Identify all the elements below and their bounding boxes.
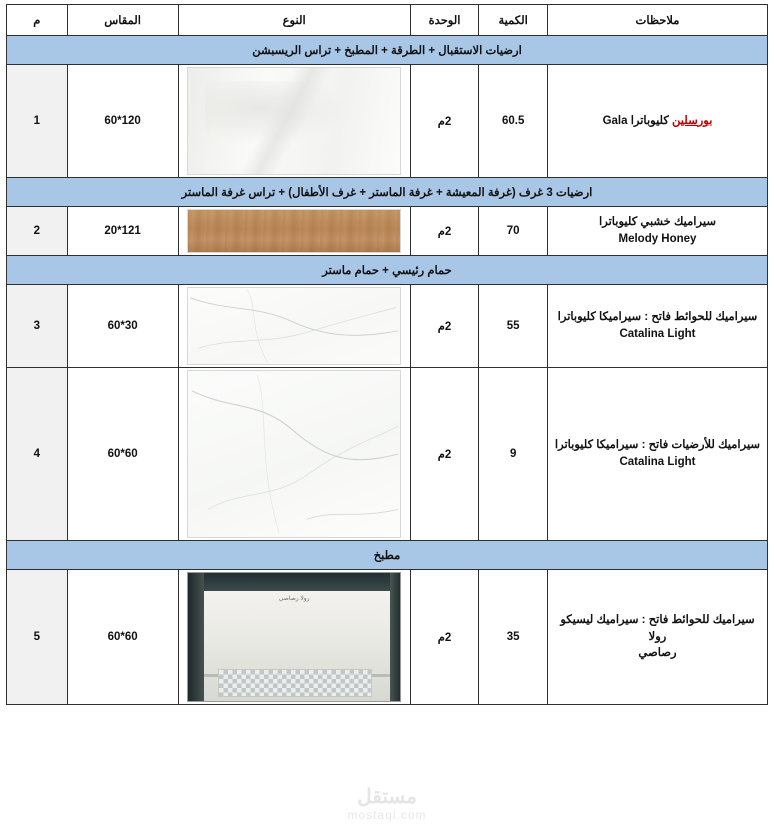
- photo-label: رولا رصاصي: [278, 596, 310, 602]
- row-number: 5: [7, 570, 68, 705]
- notes-line-2: رصاصي: [638, 647, 677, 660]
- photo-patterned-tiles: [218, 669, 372, 697]
- row-size: 121*20: [67, 207, 178, 256]
- section-header-row: [7, 36, 768, 65]
- notes-line-1: سيراميك للحوائط فاتح : سيراميك ليسيكو رولا: [560, 613, 755, 643]
- notes-line-1: سيراميك للأرضيات فاتح : سيراميكا كليوباترا: [554, 439, 761, 452]
- table-row: [7, 368, 768, 541]
- row-number: 1: [7, 65, 68, 178]
- watermark-latin: mostaql.com: [347, 808, 427, 822]
- row-quantity: 70: [479, 207, 548, 256]
- notes-text: كليوباترا Gala: [602, 114, 669, 127]
- row-number: 4: [7, 368, 68, 541]
- row-type-image: [178, 368, 410, 541]
- section-header-row: [7, 541, 768, 570]
- notes-line-1: سيراميك خشبي كليوباترا: [599, 216, 716, 229]
- row-notes: [547, 570, 767, 705]
- photo-frame-top: [188, 573, 400, 591]
- row-quantity: 9: [479, 368, 548, 541]
- row-notes: [547, 207, 767, 256]
- photo-frame-left: [188, 573, 204, 701]
- bill-of-quantities-table: [6, 4, 768, 705]
- wood-plank-swatch: [187, 209, 401, 253]
- table-row: [7, 65, 768, 178]
- table-header: [7, 5, 768, 36]
- row-size: 60*60: [67, 570, 178, 705]
- row-type-image: [178, 207, 410, 256]
- row-number: 3: [7, 285, 68, 368]
- header-type: النوع: [178, 5, 410, 36]
- notes-line-2: Catalina Light: [619, 328, 696, 340]
- section-title-kitchen: مطبخ: [7, 541, 768, 570]
- table-body: [7, 36, 768, 705]
- row-type-image: [178, 570, 410, 705]
- header-notes: ملاحظات: [547, 5, 767, 36]
- notes-link-porcelain[interactable]: بورسلين: [672, 114, 713, 127]
- photo-frame-right: [390, 573, 400, 701]
- row-unit: 2م: [410, 570, 479, 705]
- white-marble-large-swatch: [187, 370, 401, 538]
- light-marble-porcelain-swatch: [187, 67, 401, 175]
- photo-tile-panel: [204, 591, 390, 675]
- white-marble-swatch: [187, 287, 401, 365]
- row-unit: 2م: [410, 368, 479, 541]
- watermark-arabic: مستقل: [357, 786, 417, 808]
- row-notes: [547, 65, 767, 178]
- table-row: [7, 285, 768, 368]
- notes-line-2: Melody Honey: [618, 233, 697, 245]
- row-type-image: [178, 285, 410, 368]
- watermark: [0, 786, 774, 822]
- table-row: [7, 207, 768, 256]
- row-size: 60*60: [67, 368, 178, 541]
- notes-line-2: Catalina Light: [619, 456, 696, 468]
- showroom-photo-swatch: [187, 572, 401, 702]
- row-type-image: [178, 65, 410, 178]
- section-header-row: [7, 256, 768, 285]
- row-number: 2: [7, 207, 68, 256]
- header-row: [7, 5, 768, 36]
- header-quantity: الكمية: [479, 5, 548, 36]
- section-title-bathrooms: حمام رئيسي + حمام ماستر: [7, 256, 768, 285]
- row-size: 120*60: [67, 65, 178, 178]
- notes-line-1: سيراميك للحوائط فاتح : سيراميكا كليوباترا: [557, 311, 758, 324]
- section-header-row: [7, 178, 768, 207]
- header-size: المقاس: [67, 5, 178, 36]
- table-row: [7, 570, 768, 705]
- section-title-reception: ارضيات الاستقبال + الطرقة + المطبخ + تراس الريسبشن: [7, 36, 768, 65]
- row-size: 30*60: [67, 285, 178, 368]
- row-quantity: 60.5: [479, 65, 548, 178]
- row-quantity: 35: [479, 570, 548, 705]
- row-unit: 2م: [410, 65, 479, 178]
- row-notes: [547, 285, 767, 368]
- row-unit: 2م: [410, 207, 479, 256]
- section-title-rooms: ارضيات 3 غرف (غرفة المعيشة + غرفة الماستر + غرف الأطفال) + تراس غرفة الماستر: [7, 178, 768, 207]
- row-unit: 2م: [410, 285, 479, 368]
- header-number: م: [7, 5, 68, 36]
- row-notes: [547, 368, 767, 541]
- header-unit: الوحدة: [410, 5, 479, 36]
- row-quantity: 55: [479, 285, 548, 368]
